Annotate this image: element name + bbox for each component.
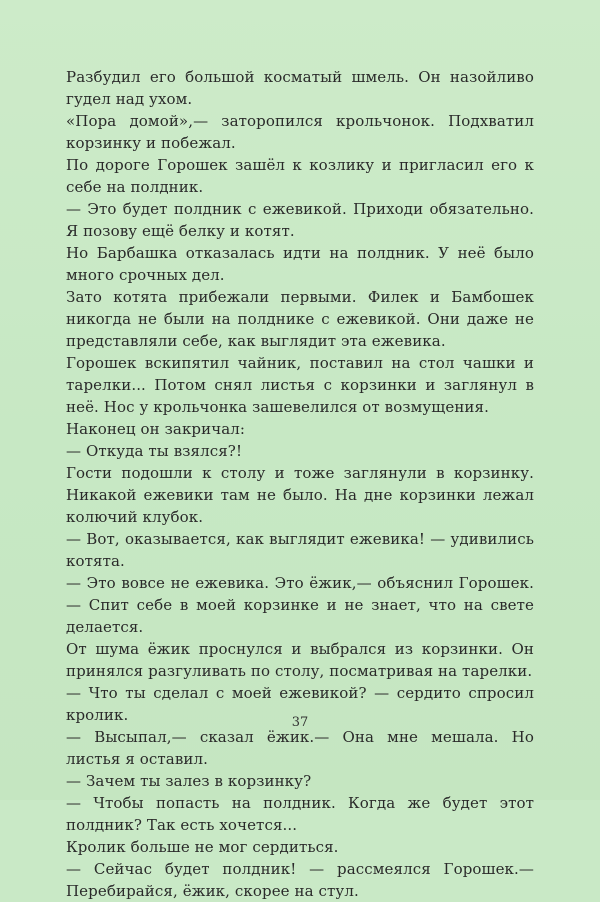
- paragraph-1: Разбудил его большой косматый шмель. Он назойливо гудел над ухом.: [66, 68, 534, 108]
- paragraph-13: От шума ёжик проснулся и выбрался из корзинки. Он принялся разгуливать по столу, посматривая на тарелки.: [66, 640, 534, 680]
- paragraph-18: Кролик больше не мог сердиться.: [66, 838, 339, 856]
- page-number: 37: [291, 715, 309, 730]
- paragraph-2: «Пора домой»,— заторопился крольчонок. Подхватил корзинку и побежал.: [66, 112, 534, 152]
- paragraph-4: — Это будет полдник с ежевикой. Приходи обязательно. Я позову ещё белку и котят.: [66, 200, 534, 240]
- paragraph-10: Гости подошли к столу и тоже заглянули в корзинку. Никакой ежевики там не было. На дне корзинки лежал колючий клубок.: [66, 464, 534, 526]
- paragraph-19: — Сейчас будет полдник! — рассмеялся Горошек.— Перебирайся, ёжик, скорее на стул.: [66, 860, 534, 900]
- paragraph-5: Но Барбашка отказалась идти на полдник. У неё было много срочных дел.: [66, 244, 534, 284]
- paragraph-8: Наконец он закричал:: [66, 420, 246, 438]
- paragraph-11: — Вот, оказывается, как выглядит ежевика! — удивились котята.: [66, 530, 534, 570]
- paragraph-14: — Что ты сделал с моей ежевикой? — сердито спросил кролик.: [66, 684, 534, 724]
- paragraph-12: — Это вовсе не ежевика. Это ёжик,— объяснил Горошек.— Спит себе в моей корзинке и не знает, что на свете делается.: [66, 574, 534, 636]
- paragraph-9: — Откуда ты взялся?!: [66, 442, 243, 460]
- paragraph-7: Горошек вскипятил чайник, поставил на стол чашки и тарелки... Потом снял листья с корзинки и заглянул в неё. Нос у крольчонка зашевелился от возмущения.: [66, 354, 534, 416]
- paragraph-3: По дороге Горошек зашёл к козлику и пригласил его к себе на полдник.: [66, 156, 534, 196]
- paragraph-15: — Высыпал,— сказал ёжик.— Она мне мешала. Но листья я оставил.: [66, 728, 534, 768]
- paragraph-6: Зато котята прибежали первыми. Филек и Бамбошек никогда не были на полднике с ежевикой. Они даже не представляли себе, как выглядит эта ежевика.: [66, 288, 534, 350]
- story-text: [66, 66, 534, 902]
- paragraph-17: — Чтобы попасть на полдник. Когда же будет этот полдник? Так есть хочется...: [66, 794, 534, 834]
- paragraph-16: — Зачем ты залез в корзинку?: [66, 772, 312, 790]
